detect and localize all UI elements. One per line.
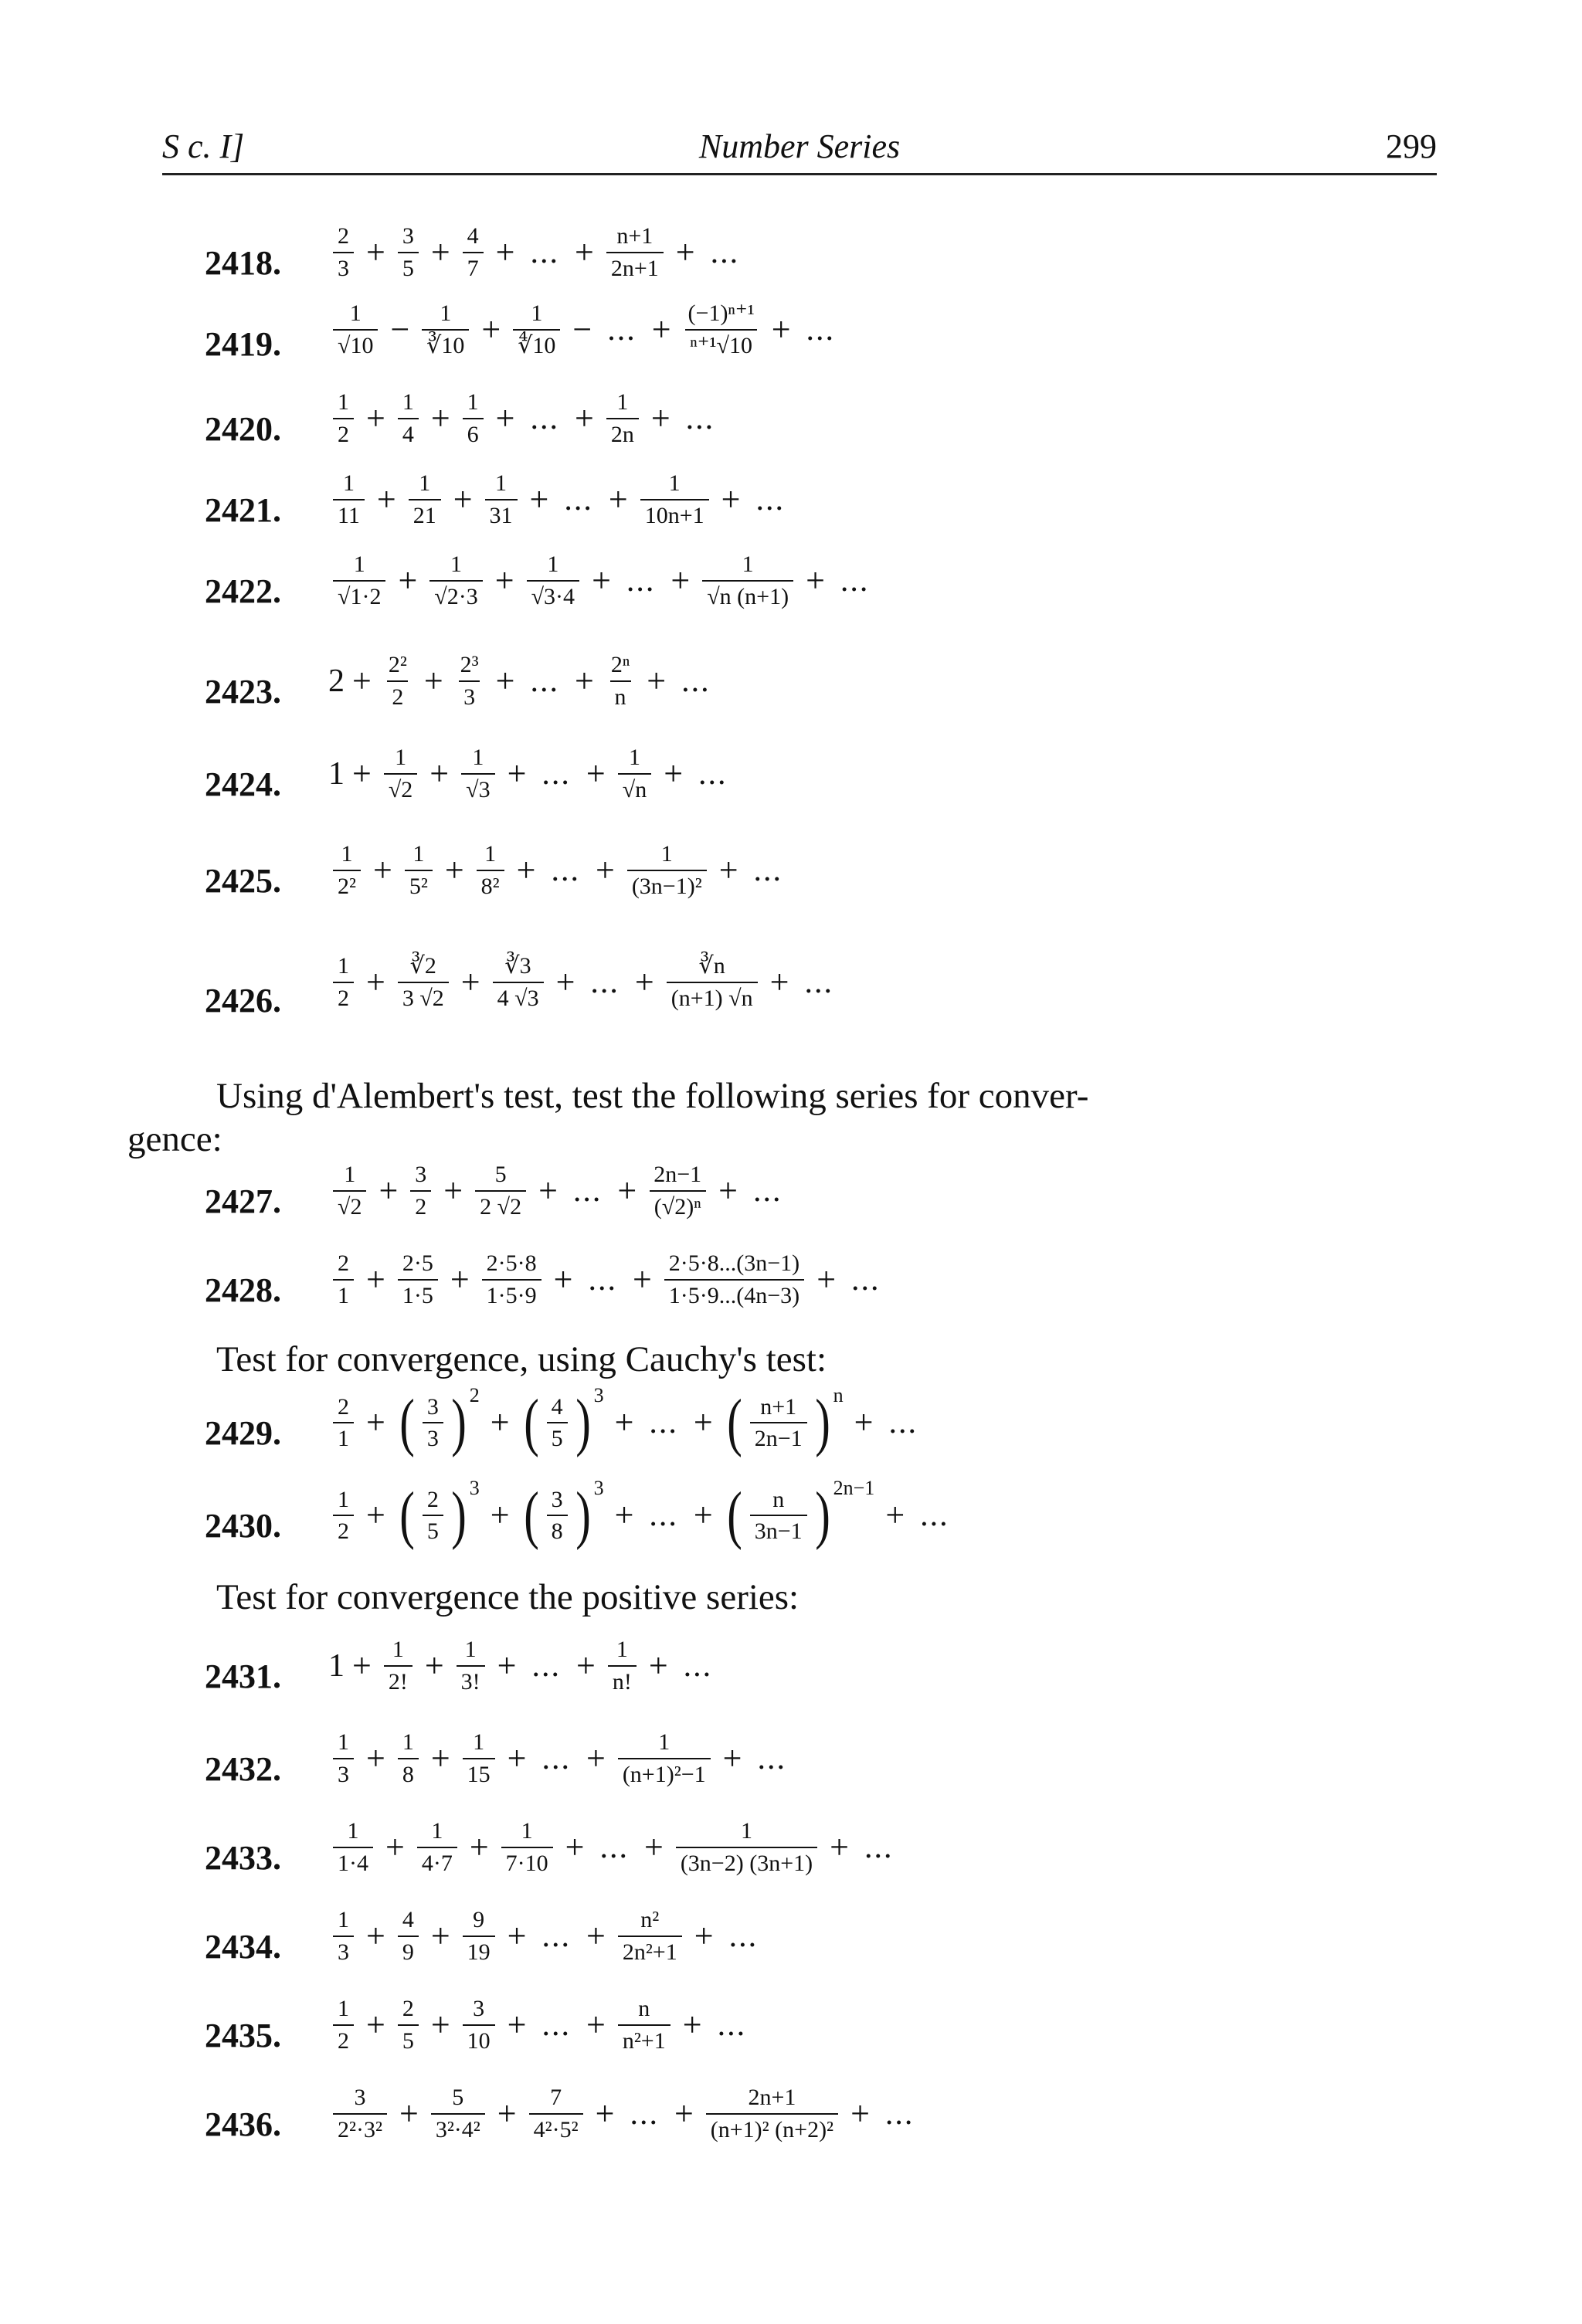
power-term: ( $\frac{3}{3}$ ) 2 bbox=[399, 1384, 480, 1458]
fraction: $\frac{1}{√3}$ bbox=[461, 745, 494, 802]
general-term: $\frac{1}{\text{(n+1)²−1}}$ bbox=[618, 1730, 711, 1786]
general-term: $\frac{1}{10n+1}$ bbox=[640, 471, 709, 528]
problem-2432 bbox=[205, 1730, 1518, 1800]
problem-number: 2433. bbox=[205, 1839, 281, 1877]
problem-2436 bbox=[205, 2085, 1518, 2155]
problem-number: 2425. bbox=[205, 862, 281, 900]
general-term: $\frac{1}{n!}$ bbox=[608, 1637, 637, 1694]
series-expression: $\frac{1}{√10}$ − $\frac{1}{∛10}$ + $\frac{1}{∜10}$ − ... + $\frac{\text{(−1)ⁿ⁺¹}}{\text{ⁿ⁺¹√10}}$ + ... bbox=[328, 301, 843, 358]
problem-number: 2419. bbox=[205, 325, 281, 363]
fraction: $\frac{5}{\text{3²·4²}}$ bbox=[431, 2085, 485, 2142]
fraction: $\frac{1}{2!}$ bbox=[384, 1637, 412, 1694]
fraction: $\frac{1}{6}$ bbox=[463, 390, 484, 446]
fraction: $\frac{1}{3}$ bbox=[333, 1908, 354, 1964]
general-term: $\frac{1}{\text{(3n−1)²}}$ bbox=[627, 842, 707, 898]
problem-number: 2422. bbox=[205, 572, 281, 610]
problem-2419 bbox=[205, 301, 1518, 378]
general-term: ( $\frac{n}{3n-1}$ ) 2n−1 bbox=[726, 1477, 875, 1551]
fraction: $\frac{2\cdot 5\cdot 8}{1\cdot 5\cdot 9}$ bbox=[482, 1251, 541, 1308]
problem-number: 2436. bbox=[205, 2105, 281, 2143]
problem-number: 2435. bbox=[205, 2017, 281, 2054]
power-term: ( $\frac{3}{8}$ ) 3 bbox=[523, 1477, 604, 1551]
series-expression: 1 + $\frac{1}{2!}$ + $\frac{1}{3!}$ + ... + $\frac{1}{n!}$ + ... bbox=[328, 1637, 713, 1695]
fraction: $\frac{1}{∛10}$ bbox=[422, 301, 469, 358]
general-term: $\frac{1}{√n}$ bbox=[618, 745, 651, 802]
problem-2428 bbox=[205, 1251, 1518, 1321]
fraction: $\frac{2}{1}$ bbox=[333, 1251, 354, 1308]
fraction: $\frac{1}{√2\cdot 3}$ bbox=[429, 552, 482, 609]
fraction: $\frac{3}{\text{2²·3²}}$ bbox=[333, 2085, 387, 2142]
problem-number: 2434. bbox=[205, 1928, 281, 1966]
series-expression: $\frac{1}{2}$ + $\frac{1}{4}$ + $\frac{1}{6}$ + ... + $\frac{1}{2n}$ + ... bbox=[328, 390, 722, 446]
fraction: $\frac{1}{21}$ bbox=[409, 471, 441, 528]
series-expression: $\frac{1}{\text{2²}}$ + $\frac{1}{\text{5²}}$ + $\frac{1}{\text{8²}}$ + ... + $\frac{1}{\text{(3n−1)²}}$ + ... bbox=[328, 842, 790, 898]
fraction: $\frac{1}{∜10}$ bbox=[513, 301, 560, 358]
fraction: $\frac{1}{31}$ bbox=[485, 471, 518, 528]
instruction-cauchy: Test for convergence, using Cauchy's test: bbox=[216, 1339, 827, 1379]
general-term: $\frac{1}{√n (n+1)}$ bbox=[702, 552, 793, 609]
fraction: $\frac{1}{√2}$ bbox=[384, 745, 417, 802]
fraction: $\frac{1}{8}$ bbox=[398, 1730, 419, 1786]
problem-2431 bbox=[205, 1637, 1518, 1707]
problem-number: 2420. bbox=[205, 410, 281, 448]
problem-2429 bbox=[205, 1384, 1518, 1467]
problem-2434 bbox=[205, 1908, 1518, 1977]
general-term: $\frac{2n-1}{\text{(√2)ⁿ}}$ bbox=[649, 1162, 706, 1219]
series-expression: $\frac{1}{√1\cdot 2}$ + $\frac{1}{√2\cdot 3}$ + $\frac{1}{√3\cdot 4}$ + ... + $\frac{1}{√n (n+1)}$ + ... bbox=[328, 552, 877, 609]
fraction: $\frac{2}{5}$ bbox=[398, 1997, 419, 2053]
general-term: $\frac{1}{2n}$ bbox=[606, 390, 639, 446]
fraction: $\frac{2\cdot 5}{1\cdot 5}$ bbox=[398, 1251, 438, 1308]
instruction-dalembert: Using d'Alembert's test, test the following series for conver- gence: bbox=[127, 1076, 1089, 1159]
general-term: $\frac{2n+1}{\text{(n+1)² (n+2)²}}$ bbox=[706, 2085, 838, 2142]
series-expression: 1 + $\frac{1}{√2}$ + $\frac{1}{√3}$ + ... + $\frac{1}{√n}$ + ... bbox=[328, 745, 728, 802]
general-term: $\frac{\text{2ⁿ}}{n}$ bbox=[610, 652, 630, 710]
fraction: $\frac{9}{19}$ bbox=[463, 1908, 495, 1964]
series-expression: $\frac{1}{11}$ + $\frac{1}{21}$ + $\frac{1}{31}$ + ... + $\frac{1}{10n+1}$ + ... bbox=[328, 471, 793, 528]
general-term: $\frac{∛n}{(n+1) √n}$ bbox=[667, 954, 758, 1010]
problem-2418 bbox=[205, 224, 1518, 293]
fraction: $\frac{4}{7}$ bbox=[463, 224, 484, 280]
fraction: $\frac{\text{2²}}{2}$ bbox=[388, 652, 407, 710]
running-header bbox=[162, 124, 1437, 178]
series-expression: $\frac{2}{1}$ + ( $\frac{3}{3}$ ) 2 + ( $\frac{4}{5}$ ) 3 + ... + ( $\frac{n+1}{2n-1}$ ) n + ... bbox=[328, 1390, 925, 1455]
fraction: $\frac{5}{2 √2}$ bbox=[475, 1162, 526, 1219]
problem-number: 2424. bbox=[205, 765, 281, 803]
series-expression: $\frac{3}{\text{2²·3²}}$ + $\frac{5}{\text{3²·4²}}$ + $\frac{7}{\text{4²·5²}}$ + ... + $\frac{2n+1}{\text{(n+1)² (n+2)²}}$ + ... bbox=[328, 2085, 922, 2142]
problem-2430 bbox=[205, 1477, 1518, 1560]
problem-2423 bbox=[205, 653, 1518, 722]
problem-number: 2427. bbox=[205, 1182, 281, 1220]
problem-number: 2421. bbox=[205, 491, 281, 529]
fraction: $\frac{\text{2³}}{3}$ bbox=[460, 652, 479, 710]
page-number: 299 bbox=[1386, 127, 1437, 165]
fraction: $\frac{1}{\text{2²}}$ bbox=[333, 842, 361, 898]
problem-number: 2418. bbox=[205, 244, 281, 282]
problem-2424 bbox=[205, 745, 1518, 823]
problem-number: 2428. bbox=[205, 1271, 281, 1309]
fraction: $\frac{1}{2}$ bbox=[333, 390, 354, 446]
fraction: $\frac{1}{√2}$ bbox=[333, 1162, 366, 1219]
series-expression: $\frac{1}{√2}$ + $\frac{3}{2}$ + $\frac{5}{2 √2}$ + ... + $\frac{2n-1}{\text{(√2)ⁿ}}$ + ... bbox=[328, 1162, 790, 1219]
fraction: $\frac{1}{2}$ bbox=[333, 1488, 354, 1544]
fraction: $\frac{1}{3!}$ bbox=[457, 1637, 485, 1694]
general-term: $\frac{\text{(−1)ⁿ⁺¹}}{\text{ⁿ⁺¹√10}}$ bbox=[684, 301, 759, 358]
power-term: ( $\frac{4}{5}$ ) 3 bbox=[523, 1384, 604, 1458]
fraction: $\frac{1}{1\cdot 4}$ bbox=[333, 1819, 373, 1875]
fraction: $\frac{3}{5}$ bbox=[398, 224, 419, 280]
problem-number: 2431. bbox=[205, 1657, 281, 1695]
series-expression: 2 + $\frac{\text{2²}}{2}$ + $\frac{\text{2³}}{3}$ + ... + $\frac{\text{2ⁿ}}{n}$ + ... bbox=[328, 652, 711, 710]
problem-2421 bbox=[205, 471, 1518, 541]
problem-number: 2432. bbox=[205, 1750, 281, 1788]
fraction: $\frac{2}{3}$ bbox=[333, 224, 354, 280]
series-expression: $\frac{1}{3}$ + $\frac{1}{8}$ + $\frac{1}{15}$ + ... + $\frac{1}{\text{(n+1)²−1}}$ + ... bbox=[328, 1730, 794, 1786]
fraction: $\frac{1}{√10}$ bbox=[333, 301, 378, 358]
series-expression: $\frac{1}{3}$ + $\frac{4}{9}$ + $\frac{9}{19}$ + ... + $\frac{\text{n²}}{\text{2n²+1}}$ + ... bbox=[328, 1908, 766, 1964]
section-label: S c. I] bbox=[162, 127, 245, 165]
problem-number: 2430. bbox=[205, 1507, 281, 1545]
general-term: $\frac{1}{(3n-2) (3n+1)}$ bbox=[676, 1819, 817, 1875]
problem-2426 bbox=[205, 946, 1518, 1039]
problem-2435 bbox=[205, 1997, 1518, 2066]
header-rule bbox=[162, 173, 1437, 175]
problem-number: 2423. bbox=[205, 673, 281, 711]
series-expression: $\frac{1}{2}$ + $\frac{∛2}{3 √2}$ + $\frac{∛3}{4 √3}$ + ... + $\frac{∛n}{(n+1) √n}$ + ... bbox=[328, 954, 841, 1010]
series-expression: $\frac{2}{3}$ + $\frac{3}{5}$ + $\frac{4}{7}$ + ... + $\frac{n+1}{2n+1}$ + ... bbox=[328, 224, 747, 280]
fraction: $\frac{1}{7\cdot 10}$ bbox=[501, 1819, 553, 1875]
fraction: $\frac{1}{√3\cdot 4}$ bbox=[527, 552, 579, 609]
fraction: $\frac{1}{11}$ bbox=[333, 471, 365, 528]
instruction-positive-series: Test for convergence the positive series: bbox=[216, 1577, 799, 1617]
page-title: Number Series bbox=[698, 127, 901, 165]
fraction: $\frac{3}{2}$ bbox=[410, 1162, 431, 1219]
problem-2420 bbox=[205, 390, 1518, 460]
fraction: $\frac{2}{1}$ bbox=[333, 1395, 354, 1451]
fraction: $\frac{1}{3}$ bbox=[333, 1730, 354, 1786]
problem-2427 bbox=[205, 1162, 1518, 1240]
fraction: $\frac{1}{4}$ bbox=[398, 390, 419, 446]
power-term: ( $\frac{2}{5}$ ) 3 bbox=[399, 1477, 480, 1551]
fraction: $\frac{1}{\text{5²}}$ bbox=[405, 842, 433, 898]
fraction: $\frac{∛2}{3 √2}$ bbox=[398, 954, 449, 1010]
fraction: $\frac{4}{9}$ bbox=[398, 1908, 419, 1964]
general-term: $\frac{\text{n²}}{\text{2n²+1}}$ bbox=[618, 1908, 682, 1964]
fraction: $\frac{1}{15}$ bbox=[463, 1730, 495, 1786]
fraction: $\frac{1}{√1\cdot 2}$ bbox=[333, 552, 385, 609]
general-term: $\frac{n}{\text{n²+1}}$ bbox=[618, 1997, 670, 2053]
general-term: $\frac{2\cdot 5\cdot 8...(3n-1)}{1\cdot 5\cdot 9...(4n-3)}$ bbox=[664, 1251, 804, 1308]
problem-2425 bbox=[205, 842, 1518, 911]
fraction: $\frac{∛3}{4 √3}$ bbox=[493, 954, 544, 1010]
fraction: $\frac{3}{10}$ bbox=[463, 1997, 495, 2053]
general-term: $\frac{n+1}{2n+1}$ bbox=[606, 224, 664, 280]
general-term: ( $\frac{n+1}{2n-1}$ ) n bbox=[726, 1384, 844, 1458]
fraction: $\frac{1}{\text{8²}}$ bbox=[477, 842, 504, 898]
fraction: $\frac{7}{\text{4²·5²}}$ bbox=[529, 2085, 583, 2142]
problem-2422 bbox=[205, 552, 1518, 629]
fraction: $\frac{1}{2}$ bbox=[333, 954, 354, 1010]
fraction: $\frac{1}{4\cdot 7}$ bbox=[417, 1819, 457, 1875]
series-expression: $\frac{1}{1\cdot 4}$ + $\frac{1}{4\cdot 7}$ + $\frac{1}{7\cdot 10}$ + ... + $\frac{1}{(3n-2) (3n+1)}$ + ... bbox=[328, 1819, 901, 1875]
problem-2433 bbox=[205, 1819, 1518, 1888]
fraction: $\frac{1}{2}$ bbox=[333, 1997, 354, 2053]
series-expression: $\frac{2}{1}$ + $\frac{2\cdot 5}{1\cdot 5}$ + $\frac{2\cdot 5\cdot 8}{1\cdot 5\cdot 9}$ + ... + $\frac{2\cdot 5\cdot 8...(3n-1)}{1\cdot 5\cdot 9...(4n-3)}$ + ... bbox=[328, 1251, 888, 1308]
problem-number: 2426. bbox=[205, 982, 281, 1020]
series-expression: $\frac{1}{2}$ + ( $\frac{2}{5}$ ) 3 + ( $\frac{3}{8}$ ) 3 + ... + ( $\frac{n}{3n-1}$ ) 2n−1 + ... bbox=[328, 1483, 957, 1548]
problem-number: 2429. bbox=[205, 1414, 281, 1452]
series-expression: $\frac{1}{2}$ + $\frac{2}{5}$ + $\frac{3}{10}$ + ... + $\frac{n}{\text{n²+1}}$ + ... bbox=[328, 1997, 754, 2053]
